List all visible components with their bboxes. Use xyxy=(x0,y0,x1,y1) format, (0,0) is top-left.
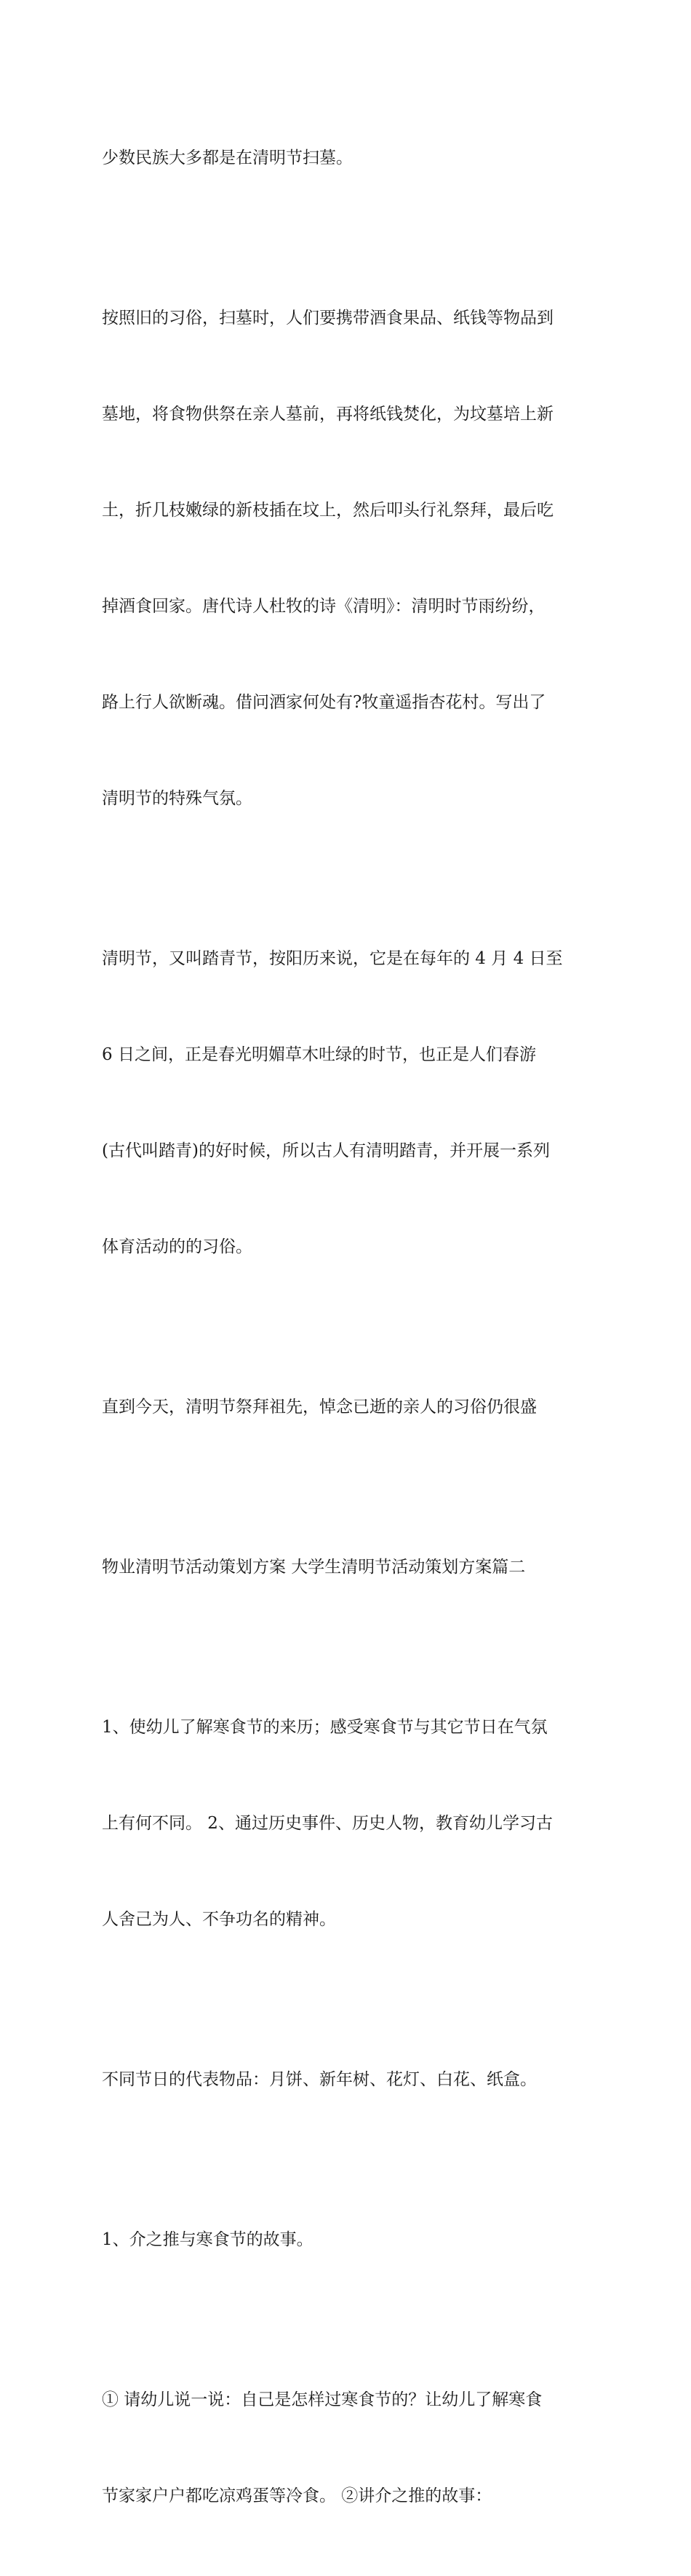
text-line: ① 请幼儿说一说：自己是怎样过寒食节的？让幼儿了解寒食 xyxy=(102,2390,543,2409)
paragraph-ethnic-minorities xyxy=(102,78,596,238)
paragraph-story-title xyxy=(102,2160,596,2320)
text-line: 物业清明节活动策划方案 大学生清明节活动策划方案篇二 xyxy=(102,1558,526,1577)
paragraph-materials xyxy=(102,2000,596,2160)
text-line: 掉酒食回家。唐代诗人杜牧的诗《清明》：清明时节雨纷纷， xyxy=(102,597,546,616)
text-line: 上有何不同。 2、通过历史事件、历史人物，教育幼儿学习古 xyxy=(102,1814,553,1833)
paragraph-tomb-sweeping-custom xyxy=(102,238,596,879)
text-line: (古代叫踏青)的好时候，所以古人有清明踏青，并开展一系列 xyxy=(102,1141,550,1160)
text-line: 6 日之间，正是春光明媚草木吐绿的时节，也正是人们春游 xyxy=(102,1045,536,1064)
text-line: 路上行人欲断魂。借问酒家何处有?牧童遥指杏花村。写出了 xyxy=(102,693,546,712)
text-line: 1、使幼儿了解寒食节的来历；感受寒食节与其它节日在气氛 xyxy=(102,1718,548,1737)
text-line: 墓地，将食物供祭在亲人墓前，再将纸钱焚化，为坟墓培上新 xyxy=(102,405,554,424)
text-line: 按照旧的习俗，扫墓时，人们要携带酒食果品、纸钱等物品到 xyxy=(102,309,554,328)
section-heading xyxy=(102,1487,596,1647)
paragraph-taqing-festival xyxy=(102,879,596,1327)
text-line: 清明节，又叫踏青节，按阳历来说，它是在每年的 4 月 4 日至 xyxy=(102,949,563,968)
text-line: 体育活动的的习俗。 xyxy=(102,1237,252,1256)
text-line: 土，折几枝嫩绿的新枝插在坟上，然后叩头行礼祭拜，最后吃 xyxy=(102,501,554,520)
text-line: 不同节日的代表物品：月饼、新年树、花灯、白花、纸盒。 xyxy=(102,2070,537,2089)
document-body xyxy=(102,78,596,2576)
paragraph-today xyxy=(102,1327,596,1487)
text-line: 1、介之推与寒食节的故事。 xyxy=(102,2230,313,2249)
text-line: 清明节的特殊气氛。 xyxy=(102,789,252,808)
text-line: 节家家户户都吃凉鸡蛋等冷食。 ②讲介之推的故事： xyxy=(102,2486,492,2505)
paragraph-goals xyxy=(102,1647,596,2000)
text-line: 人舍己为人、不争功名的精神。 xyxy=(102,1910,336,1929)
text-line: 少数民族大多都是在清明节扫墓。 xyxy=(102,148,353,167)
text-line: 直到今天，清明节祭拜祖先，悼念已逝的亲人的习俗仍很盛 xyxy=(102,1398,537,1416)
paragraph-activity-steps xyxy=(102,2320,596,2576)
